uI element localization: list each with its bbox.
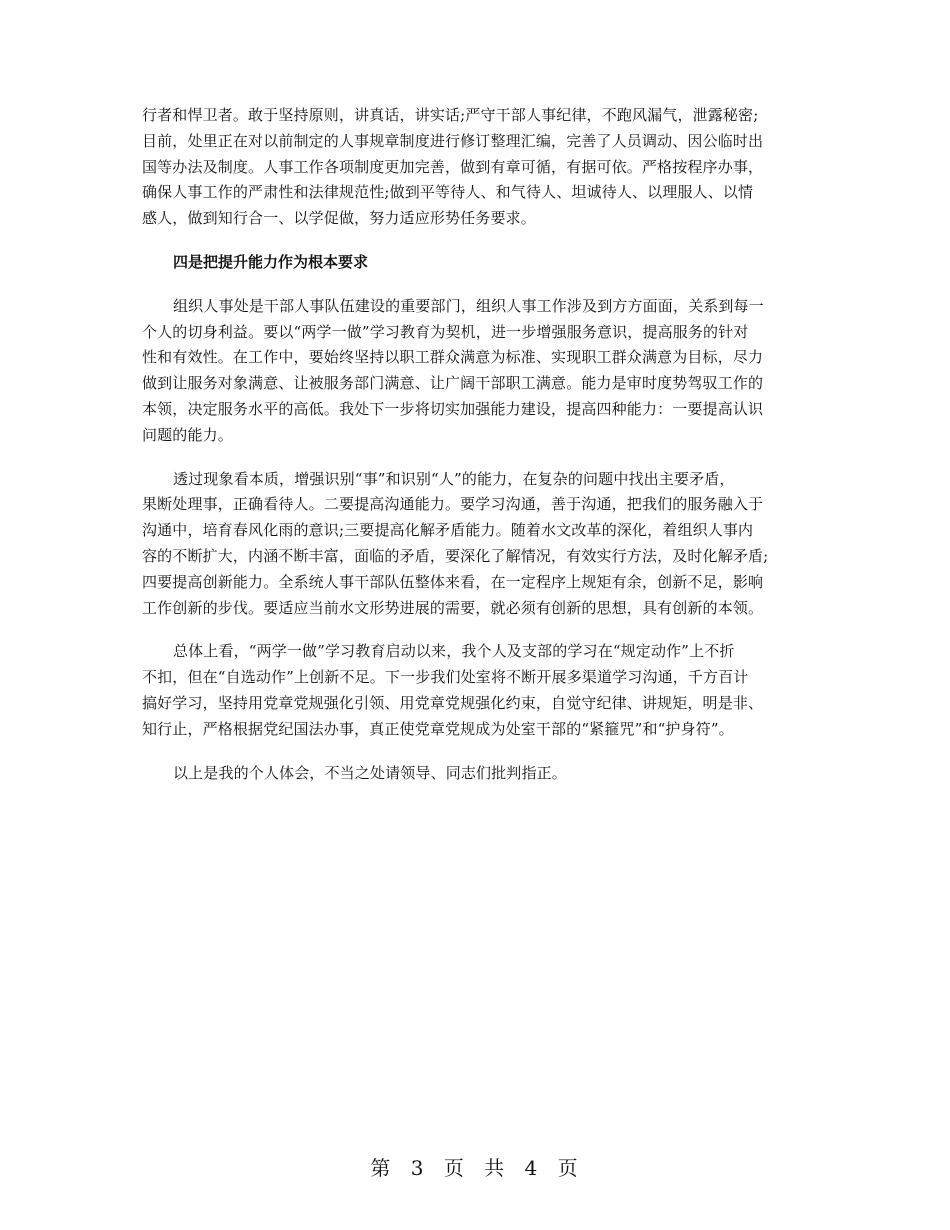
footer-gong: 共	[484, 1156, 507, 1180]
text-line: 果断处理事，正确看待人。二要提高沟通能力。要学习沟通，善于沟通，把我们的服务融入于	[142, 495, 764, 514]
text-line: 总体上看，“两学一做”学习教育启动以来，我个人及支部的学习在“规定动作”上不折	[173, 642, 735, 661]
section-heading: 四是把提升能力作为根本要求	[173, 252, 369, 271]
footer-ye: 页	[443, 1156, 466, 1180]
document-page	[142, 103, 812, 786]
text-line: 目前，处里正在对以前制定的人事规章制度进行修订整理汇编，完善了人员调动、因公临时出	[142, 131, 764, 150]
paragraph-3	[142, 467, 812, 622]
text-line: 感人，做到知行合一、以学促做，努力适应形势任务要求。	[142, 209, 536, 228]
text-line: 做到让服务对象满意、让被服务部门满意、让广阔干部职工满意。能力是审时度势驾驭工作的	[142, 374, 764, 393]
text-line: 四要提高创新能力。全系统人事干部队伍整体来看，在一定程序上规矩有余，创新不足，影响	[142, 572, 764, 591]
text-line: 国等办法及制度。人事工作各项制度更加完善，做到有章可循，有据可依。严格按程序办事，	[142, 157, 764, 176]
text-line: 透过现象看本质，增强识别“事”和识别“人”的能力，在复杂的问题中找出主要矛盾，	[173, 469, 735, 488]
text-line: 确保人事工作的严肃性和法律规范性;做到平等待人、和气待人、坦诚待人、以理服人、以情	[142, 183, 754, 202]
footer-di: 第	[370, 1156, 393, 1180]
footer-ye-2: 页	[557, 1156, 580, 1180]
text-line: 本领，决定服务水平的高低。我处下一步将切实加强能力建设，提高四种能力：一要提高认识	[142, 399, 764, 418]
text-line: 搞好学习，坚持用党章党规强化引领、用党章党规强化约束，自觉守纪律、讲规矩，明是非、	[142, 693, 764, 712]
text-line: 性和有效性。在工作中，要始终坚持以职工群众满意为标准、实现职工群众满意为目标，尽力	[142, 348, 764, 367]
text-line: 工作创新的步伐。要适应当前水文形势进展的需要，就必须有创新的思想，具有创新的本领。	[142, 598, 764, 617]
text-line: 组织人事处是干部人事队伍建设的重要部门，组织人事工作涉及到方方面面，关系到每一	[173, 296, 764, 315]
paragraph-1	[142, 103, 812, 232]
paragraph-2	[142, 294, 812, 449]
paragraph-4	[142, 639, 812, 742]
text-line: 以上是我的个人体会，不当之处请领导、同志们批判指正。	[173, 763, 567, 782]
footer-page-number: 3	[410, 1156, 426, 1180]
text-line: 沟通中，培育春风化雨的意识;三要提高化解矛盾能力。随着水文改革的深化，着组织人事内	[142, 521, 754, 540]
paragraph-5	[142, 761, 812, 787]
text-line: 不扣，但在“自选动作”上创新不足。下一步我们处室将不断开展多渠道学习沟通，千方百计	[142, 668, 749, 687]
text-line: 问题的能力。	[142, 425, 233, 444]
text-line: 个人的切身利益。要以“两学一做”学习教育为契机，进一步增强服务意识，提高服务的针对	[142, 322, 749, 341]
text-line: 容的不断扩大，内涵不断丰富，面临的矛盾，要深化了解情况，有效实行方法，及时化解矛盾;	[142, 546, 769, 565]
page-footer	[0, 1152, 950, 1181]
footer-total-pages: 4	[524, 1156, 540, 1180]
text-line: 行者和悍卫者。敢于坚持原则，讲真话，讲实话;严守干部人事纪律，不跑风漏气，泄露秘密;	[142, 106, 759, 124]
text-line: 知行止，严格根据党纪国法办事，真正使党章党规成为处室干部的“紧箍咒”和“护身符”。	[142, 719, 734, 738]
